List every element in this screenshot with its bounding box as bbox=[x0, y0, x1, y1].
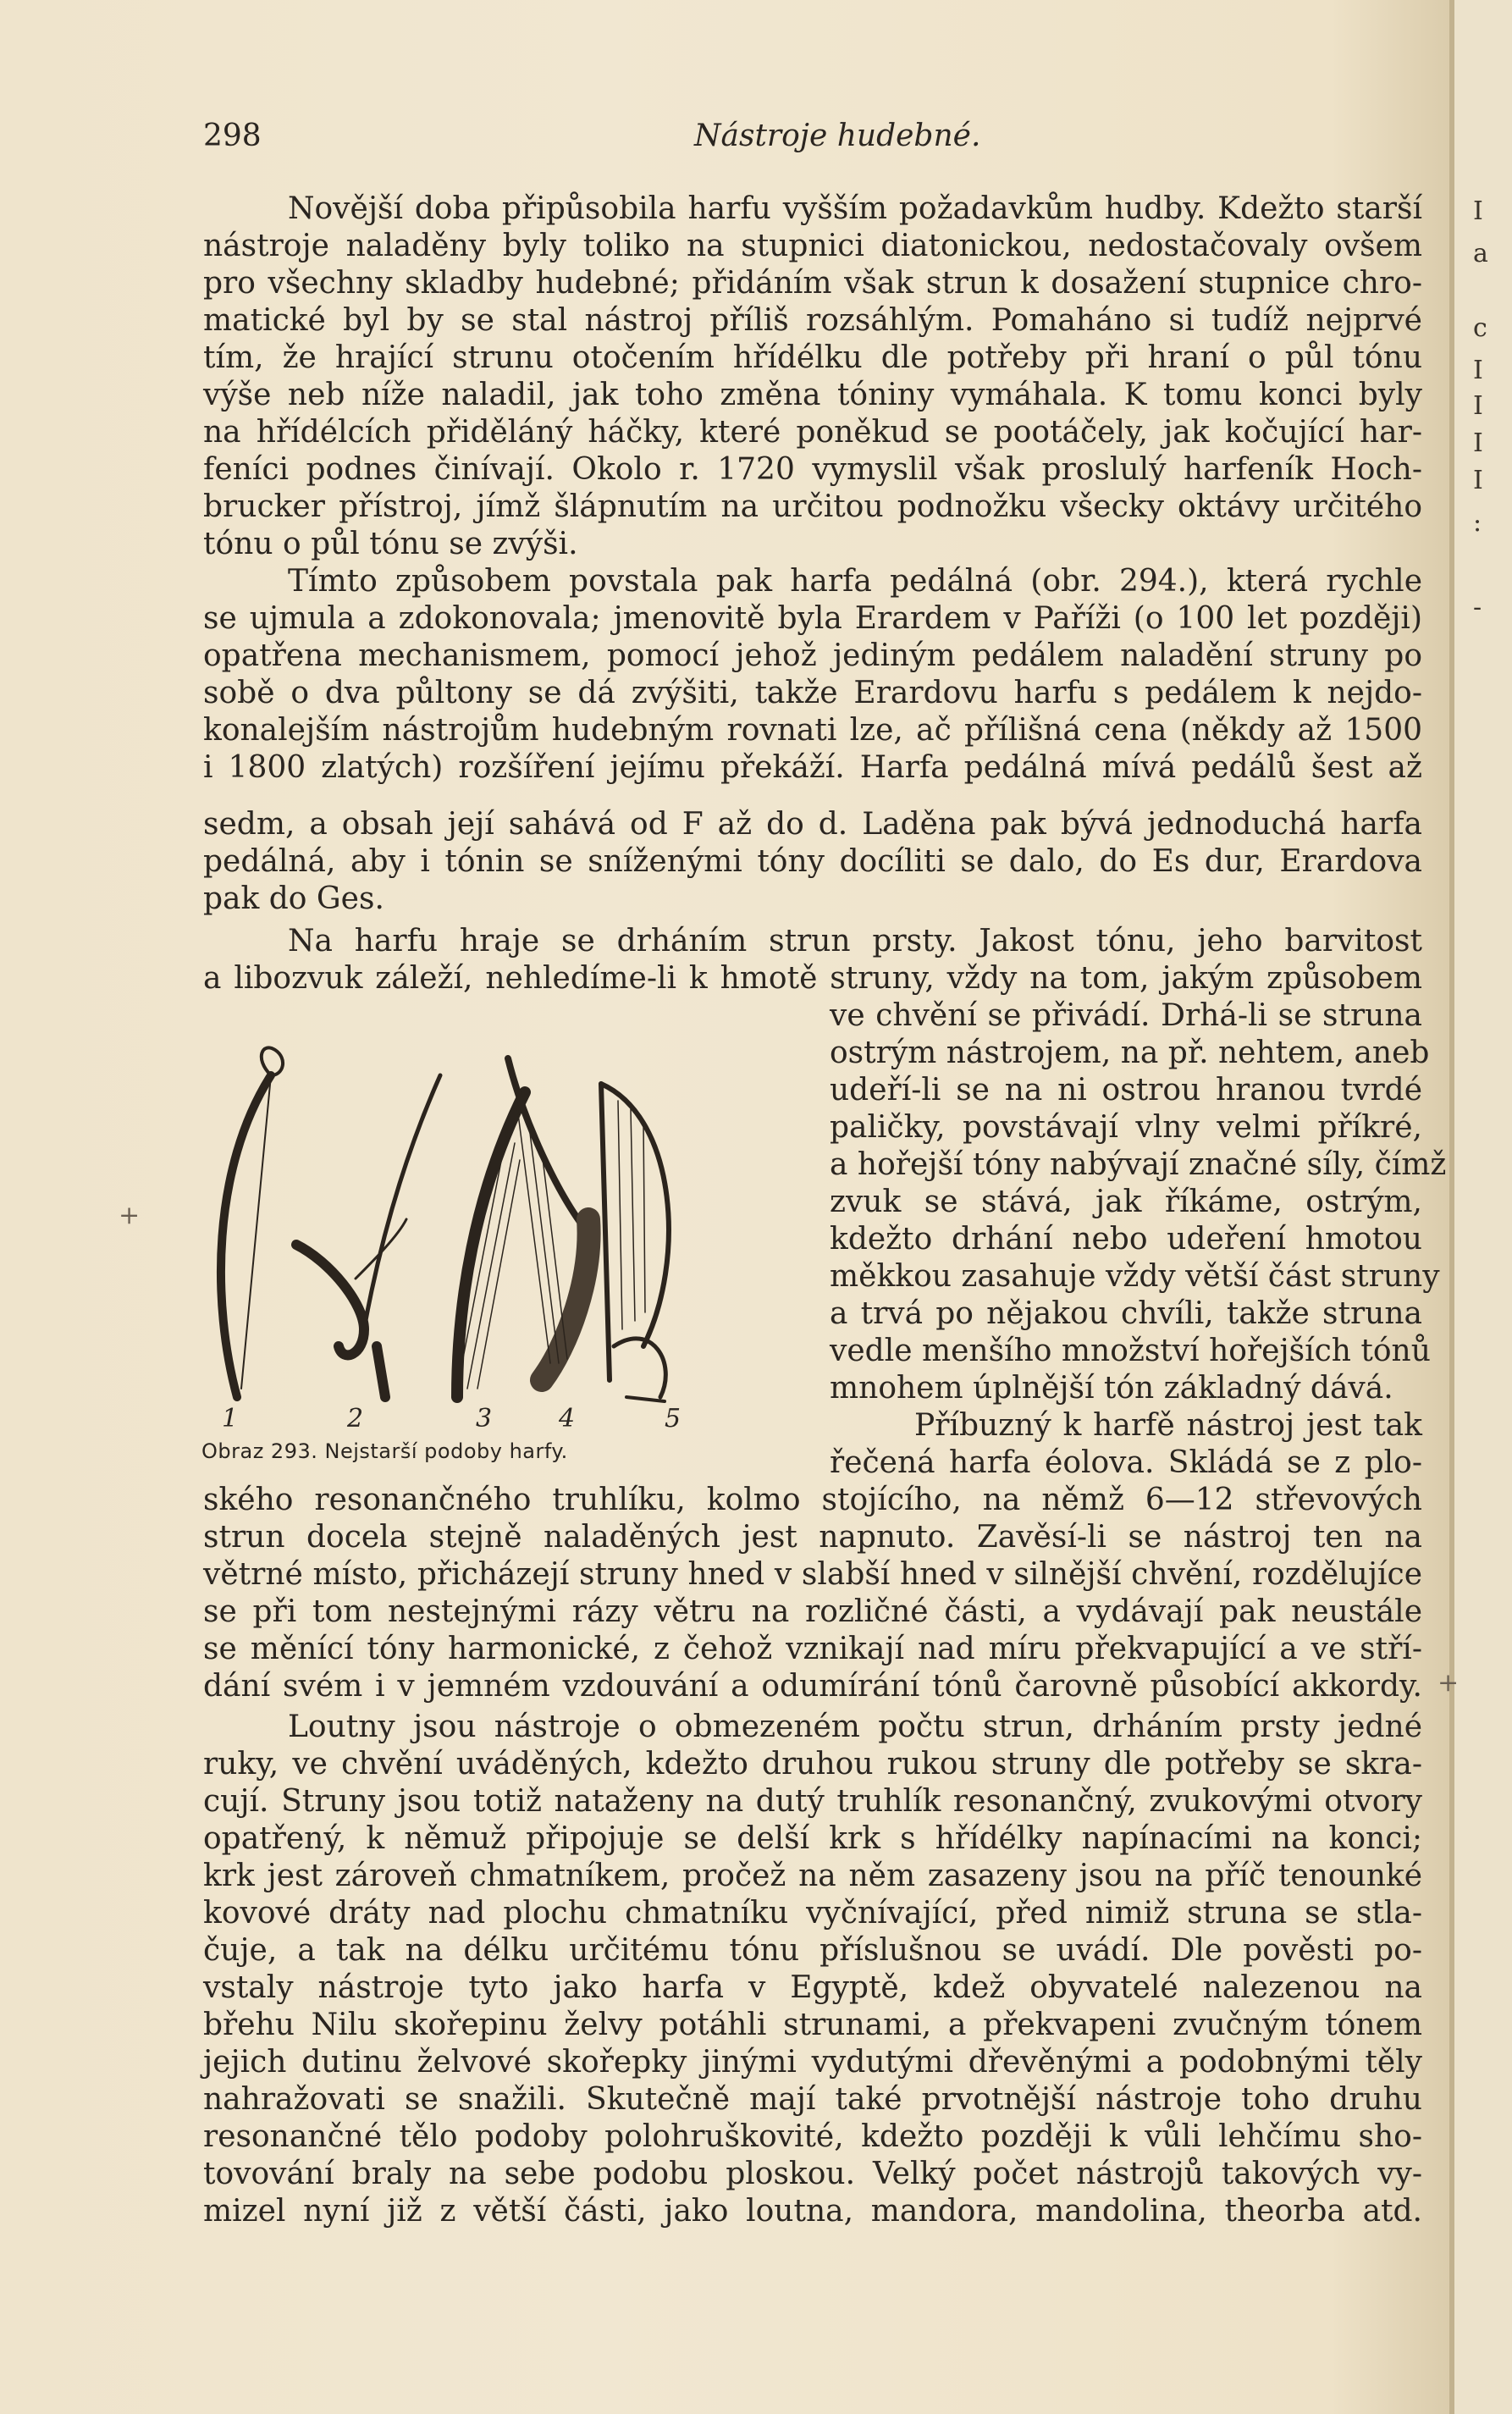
adjacent-glyph: I bbox=[1473, 428, 1483, 458]
figure-number: 2 bbox=[347, 1404, 364, 1433]
text-line: ostrým nástrojem, na př. nehtem, aneb bbox=[830, 1036, 1430, 1070]
text-line: ruky, ve chvění uváděných, kdežto druhou rukou struny dle potřeby se skra- bbox=[203, 1747, 1422, 1781]
text-line: tónu o půl tónu se zvýši. bbox=[203, 527, 578, 561]
figure-number: 1 bbox=[222, 1404, 239, 1433]
harp-4-column bbox=[508, 1058, 584, 1228]
margin-registration-mark: + bbox=[1438, 1668, 1460, 1698]
text-line: opatřena mechanismem, pomocí jehož jediným pedálem naladění struny po bbox=[203, 638, 1422, 673]
text-line: mnohem úplnější tón základný dává. bbox=[830, 1371, 1393, 1406]
text-line: kdežto drhání nebo udeření hmotou bbox=[830, 1222, 1422, 1257]
page-number: 298 bbox=[203, 119, 262, 153]
text-line: strun docela stejně naladěných jest napnuto. Zavěsí-li se nástroj ten na bbox=[203, 1520, 1422, 1555]
text-line: nástroje naladěny byly toliko na stupnici diatonickou, nedostačovaly ovšem bbox=[203, 229, 1422, 263]
text-line: a trvá po nějakou chvíli, takže struna bbox=[830, 1296, 1422, 1331]
text-line: paličky, povstávají vlny velmi příkré, bbox=[830, 1110, 1422, 1145]
figure-number: 3 bbox=[476, 1404, 493, 1433]
text-line: Loutny jsou nástroje o obmezeném počtu strun, drháním prsty jedné bbox=[288, 1710, 1422, 1744]
text-line: pak do Ges. bbox=[203, 881, 384, 916]
text-line: dání svém i v jemném vzdouvání a odumírání tónů čarovně působící akkordy. bbox=[203, 1669, 1422, 1704]
figure-caption: Obraz 293. Nejstarší podoby harfy. bbox=[201, 1439, 568, 1463]
text-line: brucker přístroj, jímž šlápnutím na určitou podnožku všecky oktávy určitého bbox=[203, 489, 1422, 524]
text-line: mizel nyní již z větší části, jako loutna, mandora, mandolina, theorba atd. bbox=[203, 2194, 1422, 2229]
harp-illustration bbox=[203, 1025, 813, 1414]
text-line: čuje, a tak na délku určitému tónu příslušnou se uvádí. Dle pověsti po- bbox=[203, 1933, 1422, 1968]
harp-2-body bbox=[296, 1245, 364, 1355]
adjacent-page-strip bbox=[1454, 0, 1512, 2414]
text-line: kovové dráty nad plochu chmatníku vyčnívající, před nimiž struna se stla- bbox=[203, 1896, 1422, 1931]
harp-5-string-c bbox=[643, 1122, 645, 1312]
text-line: ve chvění se přivádí. Drhá-li se struna bbox=[830, 998, 1422, 1033]
harp-figure bbox=[203, 1025, 813, 1439]
text-line: sobě o dva půltony se dá zvýšiti, takže Erardovu harfu s pedálem k nejdo- bbox=[203, 676, 1422, 710]
text-line: tovování braly na sebe podobu ploskou. Velký počet nástrojů takových vy- bbox=[203, 2157, 1422, 2191]
text-line: a libozvuk záleží, nehledíme-li k hmotě struny, vždy na tom, jakým způsobem bbox=[203, 961, 1422, 996]
text-line: se měnící tóny harmonické, z čehož vznikají nad míru překvapující a ve stří- bbox=[203, 1632, 1422, 1666]
text-line: krk jest zároveň chmatníkem, pročež na něm zasazeny jsou na příč tenounké bbox=[203, 1859, 1422, 1893]
text-line: pro všechny skladby hudebné; přidáním však strun k dosažení stupnice chro- bbox=[203, 266, 1422, 301]
figure-number: 4 bbox=[559, 1404, 576, 1433]
page-header bbox=[203, 119, 1422, 161]
text-line: měkkou zasahuje vždy větší část struny bbox=[830, 1259, 1440, 1294]
harp-2-pillar bbox=[377, 1346, 385, 1397]
text-line: feníci podnes činívají. Okolo r. 1720 vymyslil však proslulý harfeník Hoch- bbox=[203, 452, 1422, 487]
text-line: se při tom nestejnými rázy větru na rozličné části, a vydávají pak neustále bbox=[203, 1594, 1422, 1629]
harp-5-pillar bbox=[601, 1084, 610, 1380]
text-line: nahražovati se snažili. Skutečně mají také prvotnější nástroje toho druhu bbox=[203, 2082, 1422, 2117]
harp-2-neck bbox=[364, 1075, 440, 1329]
text-line: břehu Nilu skořepinu želvy potáhli strunami, a překvapeni zvučným tónem bbox=[203, 2008, 1422, 2042]
running-title: Nástroje hudebné. bbox=[694, 119, 981, 153]
text-line: Tímto způsobem povstala pak harfa pedálná (obr. 294.), která rychle bbox=[288, 564, 1422, 599]
adjacent-glyph: c bbox=[1473, 313, 1487, 343]
harp-5-string-a bbox=[618, 1101, 622, 1329]
text-line: výše neb níže naladil, jak toho změna tóniny vymáhala. K tomu konci byly bbox=[203, 378, 1422, 412]
text-line: konalejším nástrojům hudebným rovnati lze, ač přílišná cena (někdy až 1500 bbox=[203, 713, 1422, 748]
text-line: Příbuzný k harfě nástroj jest tak bbox=[914, 1408, 1422, 1443]
text-line: vstaly nástroje tyto jako harfa v Egyptě, kdež obyvatelé nalezenou na bbox=[203, 1970, 1422, 2005]
adjacent-glyph: : bbox=[1473, 508, 1482, 538]
adjacent-glyph: I bbox=[1473, 196, 1483, 226]
text-line: zvuk se stává, jak říkáme, ostrým, bbox=[830, 1185, 1422, 1219]
text-line: se ujmula a zdokonovala; jmenovitě byla Erardem v Paříži (o 100 let později) bbox=[203, 601, 1422, 636]
text-line: sedm, a obsah její sahává od F až do d. Laděna pak bývá jednoduchá harfa bbox=[203, 807, 1422, 842]
text-line: cují. Struny jsou totiž nataženy na dutý truhlík resonančný, zvukovými otvory bbox=[203, 1784, 1422, 1819]
text-line: jejich dutinu želvové skořepky jinými vydutými dřevěnými a podobnými těly bbox=[203, 2045, 1422, 2080]
figure-number: 5 bbox=[665, 1404, 682, 1433]
text-line: Na harfu hraje se drháním strun prsty. Jakost tónu, jeho barvitost bbox=[288, 924, 1422, 958]
text-line: a hořejší tóny nabývají značné síly, čímž bbox=[830, 1147, 1447, 1182]
text-line: pedálná, aby i tónin se sníženými tóny docíliti se dalo, do Es dur, Erardova bbox=[203, 844, 1422, 879]
text-line: i 1800 zlatých) rozšíření jejímu překáží. Harfa pedálná mívá pedálů šest až bbox=[203, 750, 1422, 785]
text-line: vedle menšího množství hořejších tónů bbox=[830, 1334, 1431, 1368]
adjacent-glyph: I bbox=[1473, 466, 1483, 495]
text-line: resonančné tělo podoby polohruškovité, kdežto později k vůli lehčímu sho- bbox=[203, 2119, 1422, 2154]
harp-1-head bbox=[262, 1047, 283, 1075]
text-line: Novější doba připůsobila harfu vyšším požadavkům hudby. Kdežto starší bbox=[288, 191, 1422, 226]
adjacent-glyph: I bbox=[1473, 391, 1483, 421]
text-line: matické byl by se stal nástroj příliš rozsáhlým. Pomaháno si tudíž nejprvé bbox=[203, 303, 1422, 338]
harp-5-string-b bbox=[631, 1109, 635, 1321]
text-line: udeří-li se na ni ostrou hranou tvrdé bbox=[830, 1073, 1422, 1108]
text-line: řečená harfa éolova. Skládá se z plo- bbox=[830, 1445, 1422, 1480]
harp-3-body bbox=[457, 1092, 525, 1397]
adjacent-glyph: - bbox=[1473, 593, 1482, 622]
adjacent-glyph: a bbox=[1473, 239, 1488, 268]
margin-registration-mark: + bbox=[119, 1201, 141, 1230]
text-line: opatřený, k němuž připojuje se delší krk s hřídélky napínacími na konci; bbox=[203, 1821, 1422, 1856]
text-line: ského resonančného truhlíku, kolmo stojícího, na němž 6—12 střevových bbox=[203, 1483, 1422, 1517]
adjacent-glyph: I bbox=[1473, 356, 1483, 385]
text-line: na hřídélcích přiděláný háčky, které poněkud se pootáčely, jak kočující har- bbox=[203, 415, 1422, 450]
harp-1-bow bbox=[221, 1075, 271, 1397]
text-line: větrné místo, přicházejí struny hned v slabší hned v silnější chvění, rozdělujíce bbox=[203, 1557, 1422, 1592]
harp-5-stand bbox=[614, 1339, 665, 1397]
text-line: tím, že hrající strunu otočením hřídélku dle potřeby při hraní o půl tónu bbox=[203, 340, 1422, 375]
